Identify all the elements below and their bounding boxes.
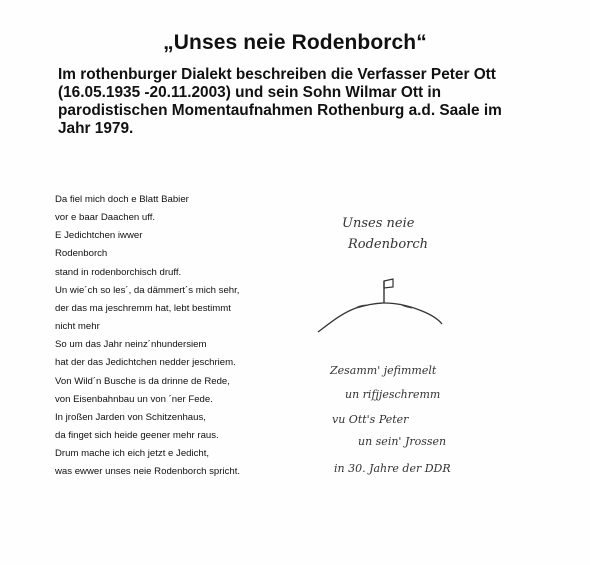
page-title: „Unses neie Rodenborch“ [163,31,427,54]
hill-drawing [318,303,442,332]
poem-line: E Jedichtchen iwwer [55,230,143,242]
sketch-title-line2: Rodenborch [348,237,429,252]
flag-icon [384,279,393,303]
poem-line: In jroßen Jarden von Schitzenhaus, [55,411,206,423]
intro-line: Im rothenburger Dialekt beschreiben die Verfasser Peter Ott [58,66,496,83]
handwritten-sketch [300,195,570,495]
poem-text [55,191,315,482]
sketch-note: un sein' Jrossen [358,435,447,448]
poem-line: da finget sich heide geener mehr raus. [55,430,219,442]
sketch-note: vu Ott's Peter [332,413,409,426]
poem-line: vor e baar Daachen uff. [55,212,156,224]
sketch-title-line1: Unses neie [342,216,415,231]
intro-paragraph [58,66,578,138]
sketch-note: Zesamm' jefimmelt [330,364,437,377]
poem-line: Da fiel mich doch e Blatt Babier [55,194,189,205]
poem-line: der das ma jeschremm hat, lebt bestimmt [55,302,231,314]
poem-line: Rodenborch [55,248,108,260]
poem-line: Von Wild´n Busche is da drinne de Rede, [55,375,230,387]
poem-line: nicht mehr [55,321,100,333]
intro-line: Jahr 1979. [58,120,134,137]
poem-line: was ewwer unses neie Rodenborch spricht. [55,466,241,478]
poem-line: von Eisenbahnbau un von ´ner Fede. [55,393,213,405]
poem-line: stand in rodenborchisch druff. [55,266,182,278]
sketch-note: in 30. Jahre der DDR [334,462,451,475]
poem-line: Un wie´ch so les´, da dämmert´s mich sehr, [55,284,240,296]
intro-line: parodistischen Momentaufnahmen Rothenburg a.d. Saale im [58,102,502,119]
poem-line: So um das Jahr neinz´nhundersiem [55,339,207,351]
poem-line: Drum mache ich eich jetzt e Jedicht, [55,448,210,460]
poem-line: hat der das Jedichtchen nedder jeschriem. [55,357,236,369]
sketch-note: un rifjjeschremm [345,388,441,401]
intro-line: (16.05.1935 -20.11.2003) und sein Sohn Wilmar Ott in [58,84,442,101]
